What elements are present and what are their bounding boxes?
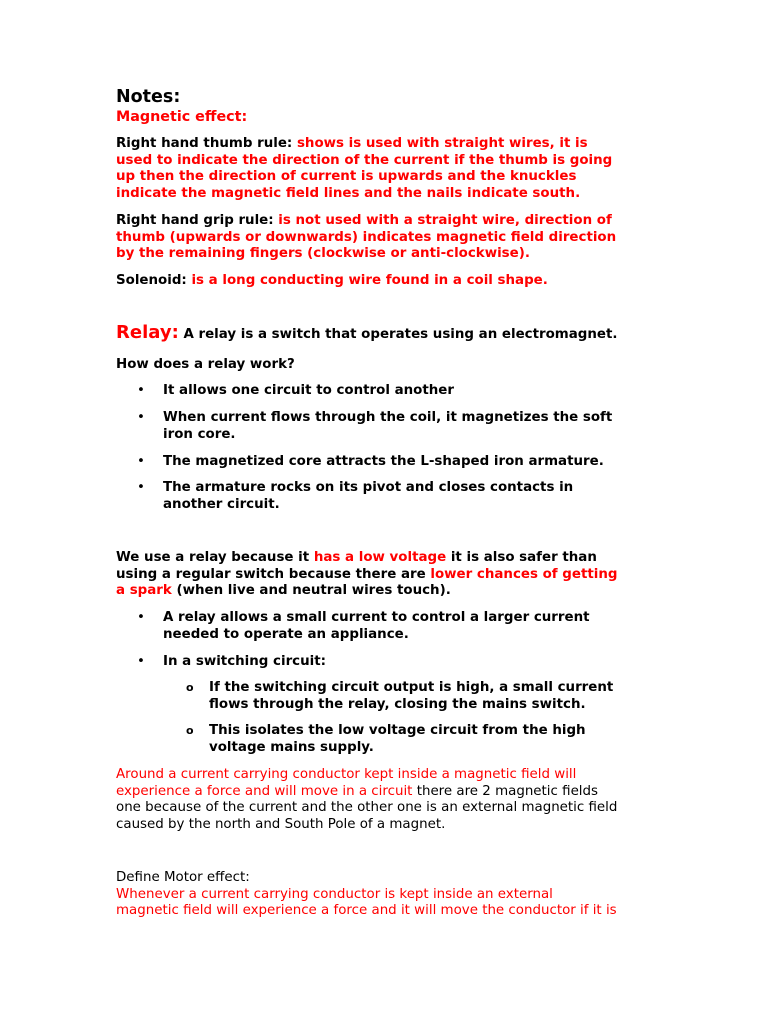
conductor-line4: caused by the north and South Pole of a magnet. [116,817,446,833]
solenoid-text: is a long conducting wire found in a coil shape. [191,273,548,288]
why-relay-text-1: We use a relay because it [116,550,310,565]
sub-bullet-marker: o [186,724,194,737]
grip-rule-text-line3: by the remaining fingers (clockwise or anti-clockwise). [116,246,530,262]
grip-rule-label: Right hand grip rule: [116,213,274,228]
why-relay-text-4: (when live and neutral wires touch). [176,583,451,599]
bullet-marker: • [137,454,145,469]
why-relay-red-1: has a low voltage [313,550,447,565]
bullet-marker: • [137,410,145,425]
notes-heading: Notes: [116,87,181,107]
conductor-paragraph [116,767,656,834]
bullet-marker: • [137,383,145,398]
magnetic-effect-heading: Magnetic effect: [116,109,248,125]
relay-point-4-line2: another circuit. [163,496,280,512]
why-relay-text-2: it is also safer than [450,550,597,565]
switching-subpoint-2-line1: This isolates the low voltage circuit from the high [209,723,586,738]
why-relay-red-2a: lower chances of getting [430,566,618,582]
thumb-rule-text-line3: up then the direction of current is upwards and the knuckles [116,169,577,185]
why-relay-point-2 [163,654,663,671]
relay-title: Relay: [116,322,179,343]
why-relay-red-2b: a spark [116,583,172,599]
solenoid-label: Solenoid: [116,273,187,288]
solenoid-paragraph [116,273,656,290]
bullet-marker: • [137,610,145,625]
relay-definition-text: A relay is a switch that operates using an electromagnet. [183,327,618,342]
thumb-rule-label: Right hand thumb rule: [116,136,293,151]
relay-definition [116,322,656,344]
switching-subpoint-1 [209,680,659,713]
motor-effect-red-line1: Whenever a current carrying conductor is kept inside an external [116,886,553,902]
motor-effect-label: Define Motor effect: [116,870,250,885]
bullet-marker: • [137,654,145,669]
conductor-line3: one because of the current and the other one is an external magnetic field [116,800,618,816]
switching-subpoint-2-line2: voltage mains supply. [209,739,374,755]
conductor-red-line1: Around a current carrying conductor kept inside a magnetic field will [116,767,577,782]
thumb-rule-text-line1: shows is used with straight wires, it is [296,136,588,151]
thumb-rule-text-line2: used to indicate the direction of the current if the thumb is going [116,152,613,168]
relay-point-1-line1: It allows one circuit to control another [163,383,454,398]
switching-subpoint-1-line2: flows through the relay, closing the mains switch. [209,696,586,712]
sub-bullet-marker: o [186,681,194,694]
relay-point-2-line1: When current flows through the coil, it magnetizes the soft [163,410,613,425]
grip-rule-text-line2: thumb (upwards or downwards) indicates magnetic field direction [116,229,617,245]
grip-rule-text-line1: is not used with a straight wire, direction of [278,213,612,228]
relay-point-1 [163,383,663,400]
why-relay-point-1-line1: A relay allows a small current to control a larger current [163,610,590,625]
relay-point-2-line2: iron core. [163,426,236,442]
why-relay-point-1 [163,610,663,643]
conductor-black-line2: there are 2 magnetic fields [416,783,599,799]
conductor-red-line2: experience a force and will move in a circuit [116,783,413,799]
relay-point-4-line1: The armature rocks on its pivot and closes contacts in [163,480,574,495]
motor-effect-red-line2: magnetic field will experience a force and it will move the conductor if it is [116,903,617,919]
switching-subpoint-2 [209,723,659,756]
grip-rule-paragraph [116,213,656,263]
why-relay-text-3: using a regular switch because there are [116,566,426,582]
relay-point-3 [163,454,663,471]
thumb-rule-paragraph [116,136,656,203]
relay-question: How does a relay work? [116,357,295,372]
relay-point-4 [163,480,663,513]
relay-point-3-line1: The magnetized core attracts the L-shaped iron armature. [163,454,604,469]
bullet-marker: • [137,480,145,495]
switching-subpoint-1-line1: If the switching circuit output is high, a small current [209,680,614,695]
why-relay-paragraph [116,550,656,600]
relay-point-2 [163,410,663,443]
thumb-rule-text-line4: indicate the magnetic field lines and the nails indicate south. [116,186,581,202]
why-relay-point-2-line1: In a switching circuit: [163,654,326,669]
why-relay-point-1-line2: needed to operate an appliance. [163,626,409,642]
motor-effect-paragraph [116,870,656,920]
